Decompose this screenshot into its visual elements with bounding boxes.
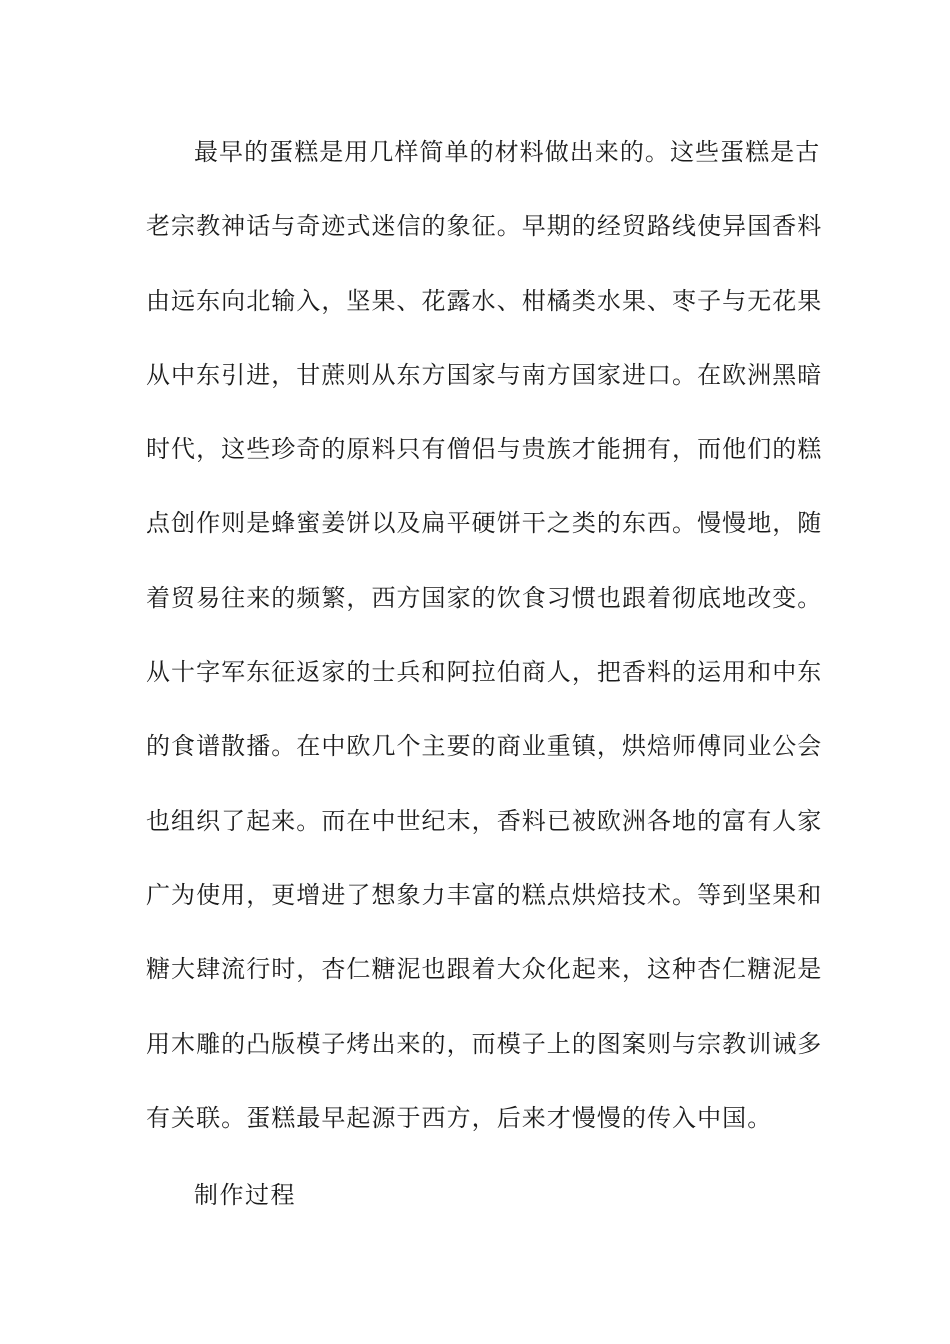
paragraph-line: 着贸易往来的频繁，西方国家的饮食习惯也跟着彻底地改变。 <box>146 583 823 612</box>
paragraph-line: 最早的蛋糕是用几样简单的材料做出来的。这些蛋糕是古 <box>194 138 821 166</box>
body-paragraph <box>146 133 823 1173</box>
paragraph-line: 老宗教神话与奇迹式迷信的象征。早期的经贸路线使异国香料 <box>146 212 823 241</box>
paragraph-line: 点创作则是蜂蜜姜饼以及扁平硬饼干之类的东西。慢慢地，随 <box>146 509 823 538</box>
paragraph-line: 用木雕的凸版模子烤出来的，而模子上的图案则与宗教训诫多 <box>146 1029 823 1058</box>
paragraph-line: 从中东引进，甘蔗则从东方国家与南方国家进口。在欧洲黑暗 <box>146 360 823 389</box>
paragraph-line: 时代，这些珍奇的原料只有僧侣与贵族才能拥有，而他们的糕 <box>146 435 823 464</box>
section-heading: 制作过程 <box>194 1181 296 1209</box>
paragraph-line: 广为使用，更增进了想象力丰富的糕点烘焙技术。等到坚果和 <box>146 880 823 909</box>
paragraph-line: 从十字军东征返家的士兵和阿拉伯商人，把香料的运用和中东 <box>146 658 823 687</box>
paragraph-line: 由远东向北输入，坚果、花露水、柑橘类水果、枣子与无花果 <box>146 286 823 315</box>
paragraph-line: 有关联。蛋糕最早起源于西方，后来才慢慢的传入中国。 <box>146 1103 773 1132</box>
paragraph-line: 的食谱散播。在中欧几个主要的商业重镇，烘焙师傅同业公会 <box>146 732 823 761</box>
paragraph-line: 也组织了起来。而在中世纪末，香料已被欧洲各地的富有人家 <box>146 806 823 835</box>
paragraph-line: 糖大肆流行时，杏仁糖泥也跟着大众化起来，这种杏仁糖泥是 <box>146 955 823 984</box>
